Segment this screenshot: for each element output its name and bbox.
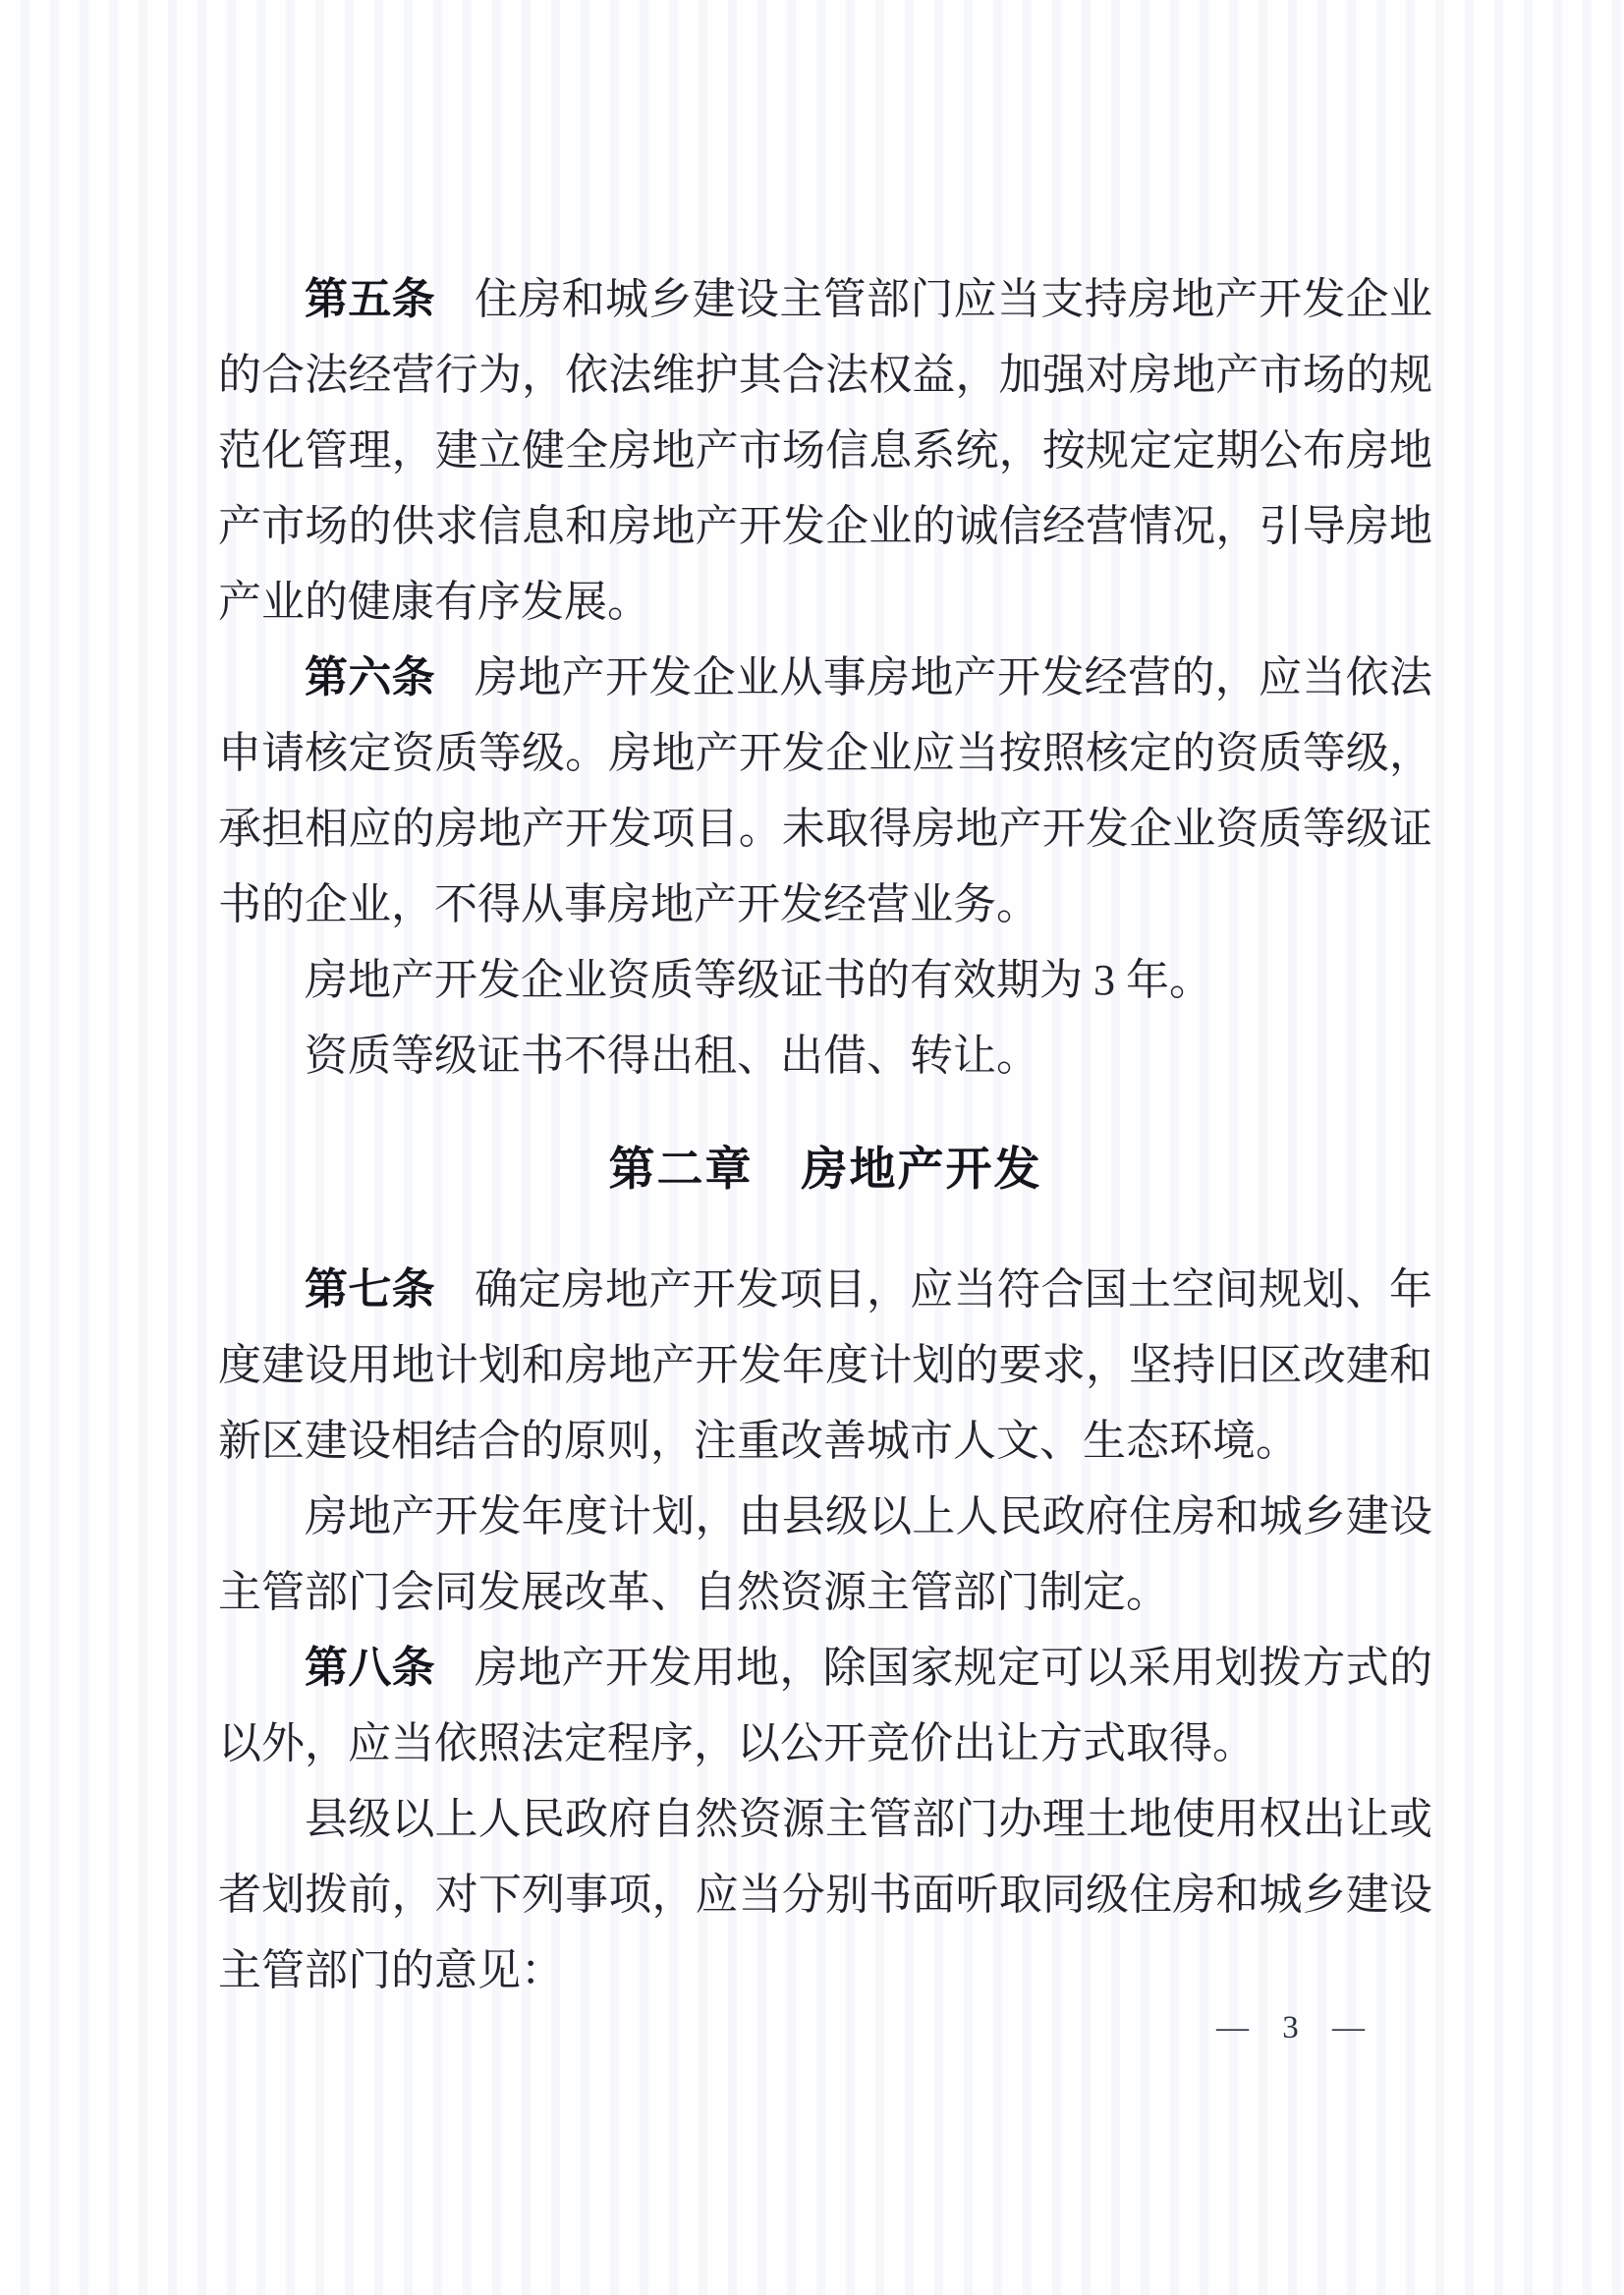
- certificate-validity-paragraph: [218, 942, 1432, 1018]
- article-5-text: 住房和城乡建设主管部门应当支持房地产开发企业的合法经营行为，依法维护其合法权益，加强对房地产市场的规范化管理，建立健全房地产市场信息系统，按规定定期公布房地产市场的供求信息和房地产开发企业的诚信经营情况，引导房地产业的健康有序发展。: [218, 275, 1432, 626]
- article-8-paragraph: [218, 1630, 1432, 1781]
- annual-plan-text: 房地产开发年度计划，由县级以上人民政府住房和城乡建设主管部门会同发展改革、自然资源主管部门制定。: [218, 1492, 1432, 1616]
- chapter-2-heading: 第二章 房地产开发: [608, 1143, 1042, 1195]
- article-6-paragraph: [218, 640, 1432, 942]
- page-number: — 3 —: [1216, 2010, 1365, 2045]
- article-6-text: 房地产开发企业从事房地产开发经营的，应当依法申请核定资质等级。房地产开发企业应当按照核定的资质等级，承担相应的房地产开发项目。未取得房地产开发企业资质等级证书的企业，不得从事房地产开发经营业务。: [218, 653, 1432, 928]
- article-7-label: 第七条: [305, 1265, 435, 1314]
- certificate-transfer-paragraph: [218, 1018, 1432, 1093]
- article-5-label: 第五条: [305, 275, 435, 323]
- certificate-transfer-text: 资质等级证书不得出租、出借、转让。: [305, 1032, 1039, 1080]
- document-body: [218, 261, 1432, 2008]
- certificate-validity-text: 房地产开发企业资质等级证书的有效期为 3 年。: [305, 956, 1212, 1004]
- article-8-label: 第八条: [305, 1644, 435, 1692]
- article-5-paragraph: [218, 261, 1432, 640]
- annual-plan-paragraph: [218, 1479, 1432, 1630]
- article-7-text: 确定房地产开发项目，应当符合国土空间规划、年度建设用地计划和房地产开发年度计划的要求，坚持旧区改建和新区建设相结合的原则，注重改善城市人文、生态环境。: [218, 1265, 1432, 1465]
- article-8-text: 房地产开发用地，除国家规定可以采用划拨方式的以外，应当依照法定程序，以公开竞价出让方式取得。: [218, 1644, 1432, 1767]
- land-transfer-opinion-text: 县级以上人民政府自然资源主管部门办理土地使用权出让或者划拨前，对下列事项，应当分别书面听取同级住房和城乡建设主管部门的意见：: [218, 1795, 1432, 1994]
- article-7-paragraph: [218, 1252, 1432, 1479]
- land-transfer-opinion-paragraph: [218, 1781, 1432, 2008]
- article-6-label: 第六条: [305, 653, 435, 701]
